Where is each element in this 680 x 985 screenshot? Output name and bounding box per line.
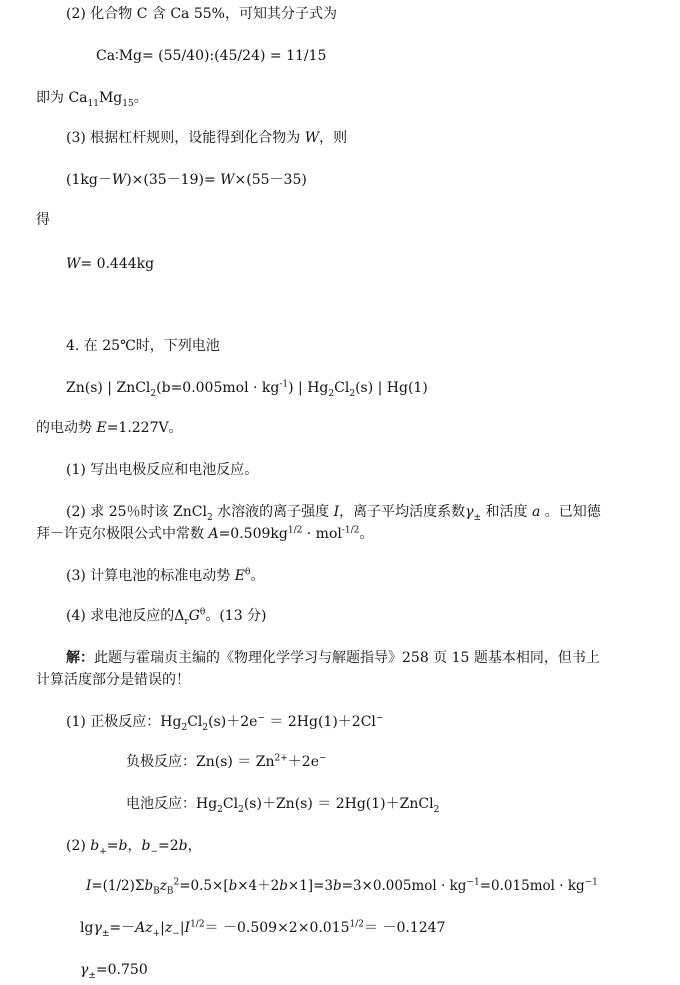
text: 。: [250, 568, 265, 584]
subscript: 2: [349, 388, 356, 399]
text: = 0.444kg: [80, 256, 155, 272]
subscript: +: [152, 928, 161, 939]
text: Cl: [222, 796, 239, 812]
subscript: +: [99, 846, 107, 857]
text: (s)＋Zn(s) ＝ 2Hg(1)＋ZnCl: [243, 796, 434, 812]
text: )×(35－19)=: [126, 172, 221, 188]
variable: A: [208, 526, 219, 542]
subscript: 2: [181, 722, 188, 733]
text: |: [179, 920, 185, 936]
equation-line: [86, 876, 598, 896]
text: ＋2e: [287, 754, 319, 770]
text-line: [36, 418, 183, 438]
text: 。: [133, 90, 148, 106]
superscript: θ: [244, 567, 251, 578]
text: =: [106, 838, 119, 854]
text: ，离子平均活度系数: [339, 504, 466, 520]
text: (3) 根据杠杆规则，设能得到化合物为: [66, 130, 305, 146]
subscript: 2: [433, 804, 440, 815]
equation-line: [126, 794, 439, 814]
superscript: -1/2: [341, 525, 360, 536]
variable: I: [333, 504, 340, 520]
superscript: 1/2: [190, 919, 205, 930]
text: (2): [66, 838, 91, 854]
text: (s)＋2e: [208, 714, 258, 730]
superscript: 1/2: [349, 919, 365, 930]
equation-line: [80, 918, 445, 938]
text-line: [66, 566, 264, 586]
variable: Az: [135, 920, 153, 936]
text-line: [66, 460, 258, 480]
text: 。(13 分): [205, 608, 267, 624]
cell-notation: [66, 378, 428, 398]
text: ，: [187, 838, 202, 854]
superscript: −1: [584, 877, 598, 888]
variable: I: [86, 878, 92, 894]
text-line: [66, 128, 347, 148]
text: ) | Hg: [288, 380, 329, 396]
text: ＝ －0.1247: [364, 920, 446, 936]
equation-line: [66, 712, 383, 732]
text: (b=0.005mol · kg: [156, 380, 280, 396]
subscript: B: [153, 886, 160, 897]
superscript: -1: [279, 379, 289, 390]
text: (2) 化合物 C 含 Ca 55%，可知其分子式为: [66, 6, 337, 22]
variable: a: [531, 504, 541, 520]
text: 4. 在 25℃时，下列电池: [66, 338, 220, 354]
text-line: [36, 88, 148, 108]
subscript: 2: [206, 512, 213, 523]
text-line: [36, 670, 190, 690]
text: 。: [359, 526, 374, 542]
variable: γ: [465, 504, 474, 520]
text: =0.015mol · kg: [479, 878, 585, 894]
text: Zn(s) | ZnCl: [66, 380, 151, 396]
superscript: 2: [173, 877, 180, 888]
variable: G: [188, 608, 200, 624]
variable: b: [178, 838, 188, 854]
equation-line: [66, 836, 202, 856]
text: (1kg－: [66, 172, 112, 188]
text: Δ: [174, 608, 185, 624]
text: 此题与霍瑞贞主编的《物理化学学习与解题指导》258 页 15 题基本相同，但书上: [94, 650, 600, 666]
text-line: [66, 502, 601, 522]
text: 负极反应：Zn(s) ＝ Zn: [126, 754, 275, 770]
subscript: 2: [150, 388, 157, 399]
text: ×(55－35): [234, 172, 307, 188]
text: ＝ 2Hg(1)＋2Cl: [264, 714, 376, 730]
text: =1.227V。: [106, 420, 183, 436]
superscript: 1/2: [287, 525, 303, 536]
text: 电池反应：Hg: [126, 796, 218, 812]
text: =3×0.005mol · kg: [341, 878, 467, 894]
equation-line: [126, 752, 327, 772]
superscript: θ: [199, 607, 206, 618]
variable: W: [220, 172, 235, 188]
text: ×1]=3: [287, 878, 333, 894]
variable: z: [164, 920, 173, 936]
solution-label: 解：: [66, 650, 94, 666]
text: 水溶液的离子强度: [212, 504, 334, 520]
text: |: [160, 920, 165, 936]
subscript: 11: [87, 98, 99, 109]
text: Mg: [98, 90, 123, 106]
text: ×4＋2: [237, 878, 280, 894]
text-line: [66, 4, 337, 24]
variable: W: [304, 130, 320, 146]
text-line: [36, 210, 50, 230]
superscript: 2+: [274, 753, 288, 764]
superscript: −1: [466, 877, 480, 888]
text: =－: [109, 920, 136, 936]
variable: b: [332, 878, 342, 894]
text: (1) 写出电极反应和电池反应。: [66, 462, 259, 478]
equation-line: [80, 960, 148, 980]
superscript: −: [318, 753, 327, 764]
text: · mol: [302, 526, 342, 542]
text: lg: [80, 920, 94, 936]
text: =2: [158, 838, 179, 854]
text: (4) 求电池反应的: [66, 608, 175, 624]
text: 的电动势: [36, 420, 97, 436]
text: Cl: [187, 714, 203, 730]
text: Ca∶Mg= (55/40):(45/24) = 11/15: [96, 48, 327, 64]
subscript: ±: [473, 512, 482, 523]
variable: z: [159, 878, 167, 894]
text: (2) 求 25％时该 ZnCl: [66, 504, 207, 520]
subscript: B: [166, 886, 174, 897]
superscript: −: [257, 713, 265, 724]
text: 计算活度部分是错误的！: [36, 672, 190, 688]
subscript: r: [184, 616, 189, 627]
variable: γ: [80, 962, 89, 978]
variable: b: [279, 878, 288, 894]
superscript: −: [375, 713, 384, 724]
variable: b: [141, 838, 151, 854]
text: ，: [127, 838, 142, 854]
subscript: 2: [238, 804, 244, 815]
text: ＝ －0.509×2×0.015: [204, 920, 350, 936]
subscript: −: [172, 928, 180, 939]
variable: I: [184, 920, 191, 936]
equation-line: [66, 254, 154, 274]
variable: W: [111, 172, 127, 188]
text: 和活度: [481, 504, 532, 520]
subscript: ±: [88, 970, 96, 981]
text: ，则: [319, 130, 348, 146]
text-line: [66, 606, 267, 626]
question-heading: [66, 336, 220, 356]
text: (1) 正极反应：Hg: [66, 714, 182, 730]
variable: b: [90, 838, 100, 854]
text: 得: [36, 212, 50, 228]
subscript: 2: [202, 722, 209, 733]
text: 即为 Ca: [36, 90, 88, 106]
equation-line: [66, 170, 307, 190]
variable: W: [66, 256, 81, 272]
variable: γ: [93, 920, 102, 936]
text: (3) 计算电池的标准电动势: [66, 568, 235, 584]
text: =0.5×[: [179, 878, 229, 894]
subscript: 2: [217, 804, 223, 815]
text: 。已知德: [540, 504, 601, 520]
text: =0.750: [95, 962, 148, 978]
variable: b: [118, 838, 128, 854]
text: =0.509kg: [218, 526, 288, 542]
text: (s) | Hg(1): [355, 380, 428, 396]
variable: E: [234, 568, 245, 584]
equation-line: [96, 46, 326, 66]
text-line: [36, 524, 373, 544]
variable: E: [96, 420, 107, 436]
subscript: −: [150, 846, 159, 857]
text: 拜－许克尔极限公式中常数: [36, 526, 209, 542]
subscript: ±: [101, 928, 110, 939]
text: =(1/2)Σ: [91, 878, 145, 894]
subscript: 2: [328, 388, 335, 399]
solution-intro: [66, 648, 600, 668]
variable: b: [144, 878, 154, 894]
variable: b: [228, 878, 238, 894]
text: Cl: [334, 380, 350, 396]
subscript: 15: [122, 98, 134, 109]
